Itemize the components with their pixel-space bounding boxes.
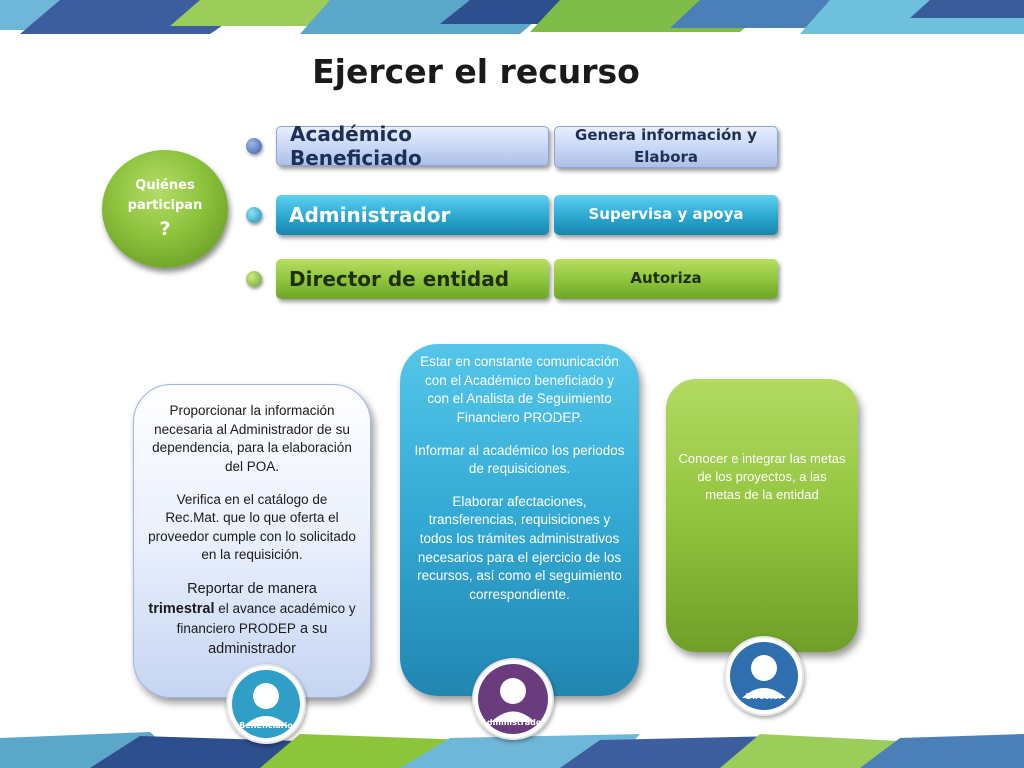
card-administrador-p3: Elaborar afectaciones, transferencias, requisiciones y todos los trámites administrativos necesarios para el ejercicio de los recursos, así como el seguimiento correspondiente. <box>417 493 622 602</box>
avatar-administrador <box>472 658 554 740</box>
action-director-label: Autoriza <box>630 269 702 288</box>
action-academico-label: Genera información y Elabora <box>575 126 757 166</box>
avatar-beneficiario <box>226 664 306 744</box>
card-beneficiario-p3a: Reportar de manera <box>187 581 317 597</box>
avatar-director <box>724 636 804 716</box>
action-administrador <box>554 195 778 235</box>
card-director-p1: Conocer e integrar las metas de los proyectos, a las metas de la entidad <box>678 451 846 502</box>
bullet-dot-blue <box>246 138 262 154</box>
who-participates-circle <box>102 150 228 268</box>
action-academico <box>554 126 778 168</box>
who-line2: participan <box>127 198 203 213</box>
role-director: Director de entidad <box>276 259 549 299</box>
top-decorative-band <box>0 0 1024 36</box>
card-administrador-p1: Estar en constante comunicación con el Académico beneficiado y con el Analista de Seguimiento Financiero PRODEP. <box>420 354 619 425</box>
who-question-mark: ? <box>159 218 171 240</box>
card-beneficiario-p3d: a su administrador <box>208 621 328 657</box>
card-administrador-p2: Informar al académico los periodos de requisiciones. <box>414 442 625 477</box>
who-line1: Quiénes <box>135 178 195 193</box>
card-administrador <box>400 344 639 696</box>
role-administrador: Administrador <box>276 195 549 235</box>
avatar-director-label: Director <box>745 692 783 701</box>
card-beneficiario-p3c: el avance académico y financiero PRODEP <box>176 601 356 636</box>
card-beneficiario-p1: Proporcionar la información necesaria al Administrador de su dependencia, para la elaboración del POA. <box>152 403 352 474</box>
avatar-beneficiario-label: Beneficiario <box>239 721 293 730</box>
card-beneficiario-p3 <box>148 579 356 659</box>
card-beneficiario-p2: Verifica en el catálogo de Rec.Mat. que lo que oferta el proveedor cumple con lo solicitado en la requisición. <box>148 491 356 563</box>
bullet-dot-teal <box>246 207 262 223</box>
card-beneficiario <box>133 384 371 698</box>
bullet-dot-green <box>246 271 262 287</box>
role-academico: Académico Beneficiado <box>276 126 549 166</box>
person-icon <box>726 638 802 714</box>
action-administrador-label: Supervisa y apoya <box>588 205 744 224</box>
card-beneficiario-p3b: trimestral <box>148 601 215 617</box>
page-title: Ejercer el recurso <box>312 52 640 91</box>
card-director <box>666 379 858 652</box>
person-icon <box>228 666 304 742</box>
action-director <box>554 259 778 299</box>
avatar-administrador-label: Administrador <box>480 718 546 727</box>
